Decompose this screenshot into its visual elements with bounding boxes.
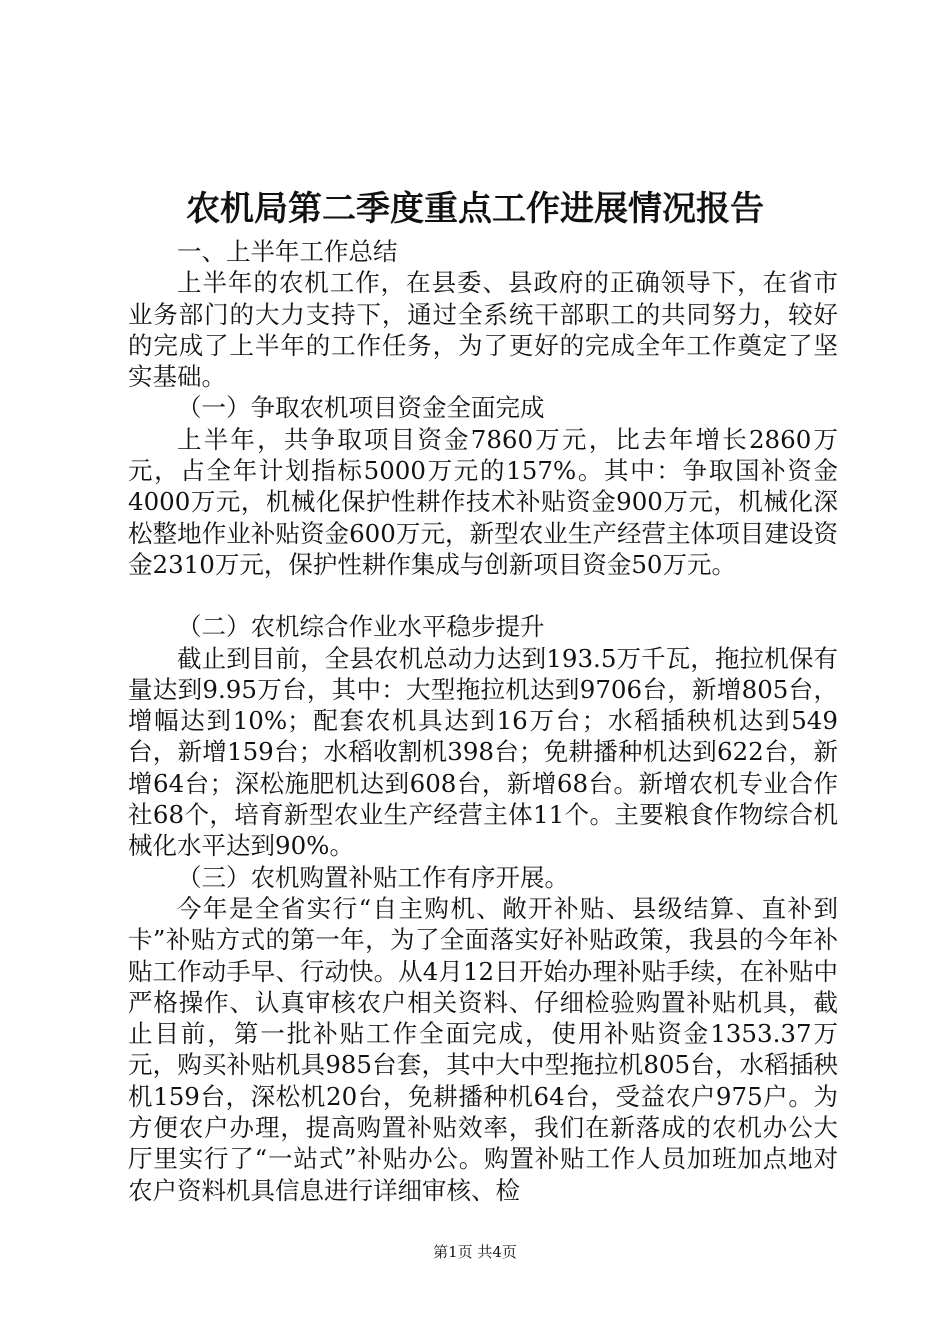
document-title: 农机局第二季度重点工作进展情况报告 [186,189,764,229]
page-footer: 第1页 共4页 [433,1243,517,1261]
section-heading-summary: 一、上半年工作总结 [177,237,398,266]
paragraph-operations: 截止到目前，全县农机总动力达到193.5万千瓦，拖拉机保有量达到9.95万台，其中：大型拖拉机达到9706台，新增805台，增幅达到10%；配套农机具达到16万台；水稻插秧机达到549台，新增159台；水稻收割机398台；免耕播种机达到622台，新增64台；深松施肥机达到608台，新增68台。新增农机专业合作社68个，培育新型农业生产经营主体11个。主要粮食作物综合机械化水平达到90%。 [128,643,838,861]
subsection-heading-subsidy: （三）农机购置补贴工作有序开展。 [177,862,569,892]
subsection-heading-funding: （一）争取农机项目资金全面完成 [177,393,545,423]
document-body [128,236,838,1206]
subsection-heading-operations: （二）农机综合作业水平稳步提升 [177,612,545,642]
paragraph-funding: 上半年，共争取项目资金7860万元，比去年增长2860万元，占全年计划指标5000万元的157%。其中：争取国补资金4000万元，机械化保护性耕作技术补贴资金900万元，机械化深松整地作业补贴资金600万元，新型农业生产经营主体项目建设资金2310万元，保护性耕作集成与创新项目资金50万元。 [128,424,838,579]
paragraph-intro: 上半年的农机工作，在县委、县政府的正确领导下，在省市业务部门的大力支持下，通过全系统干部职工的共同努力，较好的完成了上半年的工作任务，为了更好的完成全年工作奠定了坚实基础。 [128,268,838,392]
paragraph-subsidy: 今年是全省实行“自主购机、敞开补贴、县级结算、直补到卡”补贴方式的第一年，为了全面落实好补贴政策，我县的今年补贴工作动手早、行动快。从4月12日开始办理补贴手续，在补贴中严格操作、认真审核农户相关资料、仔细检验购置补贴机具，截止目前，第一批补贴工作全面完成，使用补贴资金1353.37万元，购买补贴机具985台套，其中大中型拖拉机805台，水稻插秧机159台，深松机20台，免耕播种机64台，受益农户975户。为方便农户办理，提高购置补贴效率，我们在新落成的农机办公大厅里实行了“一站式”补贴办公。购置补贴工作人员加班加点地对农户资料机具信息进行详细审核、检 [128,893,838,1205]
